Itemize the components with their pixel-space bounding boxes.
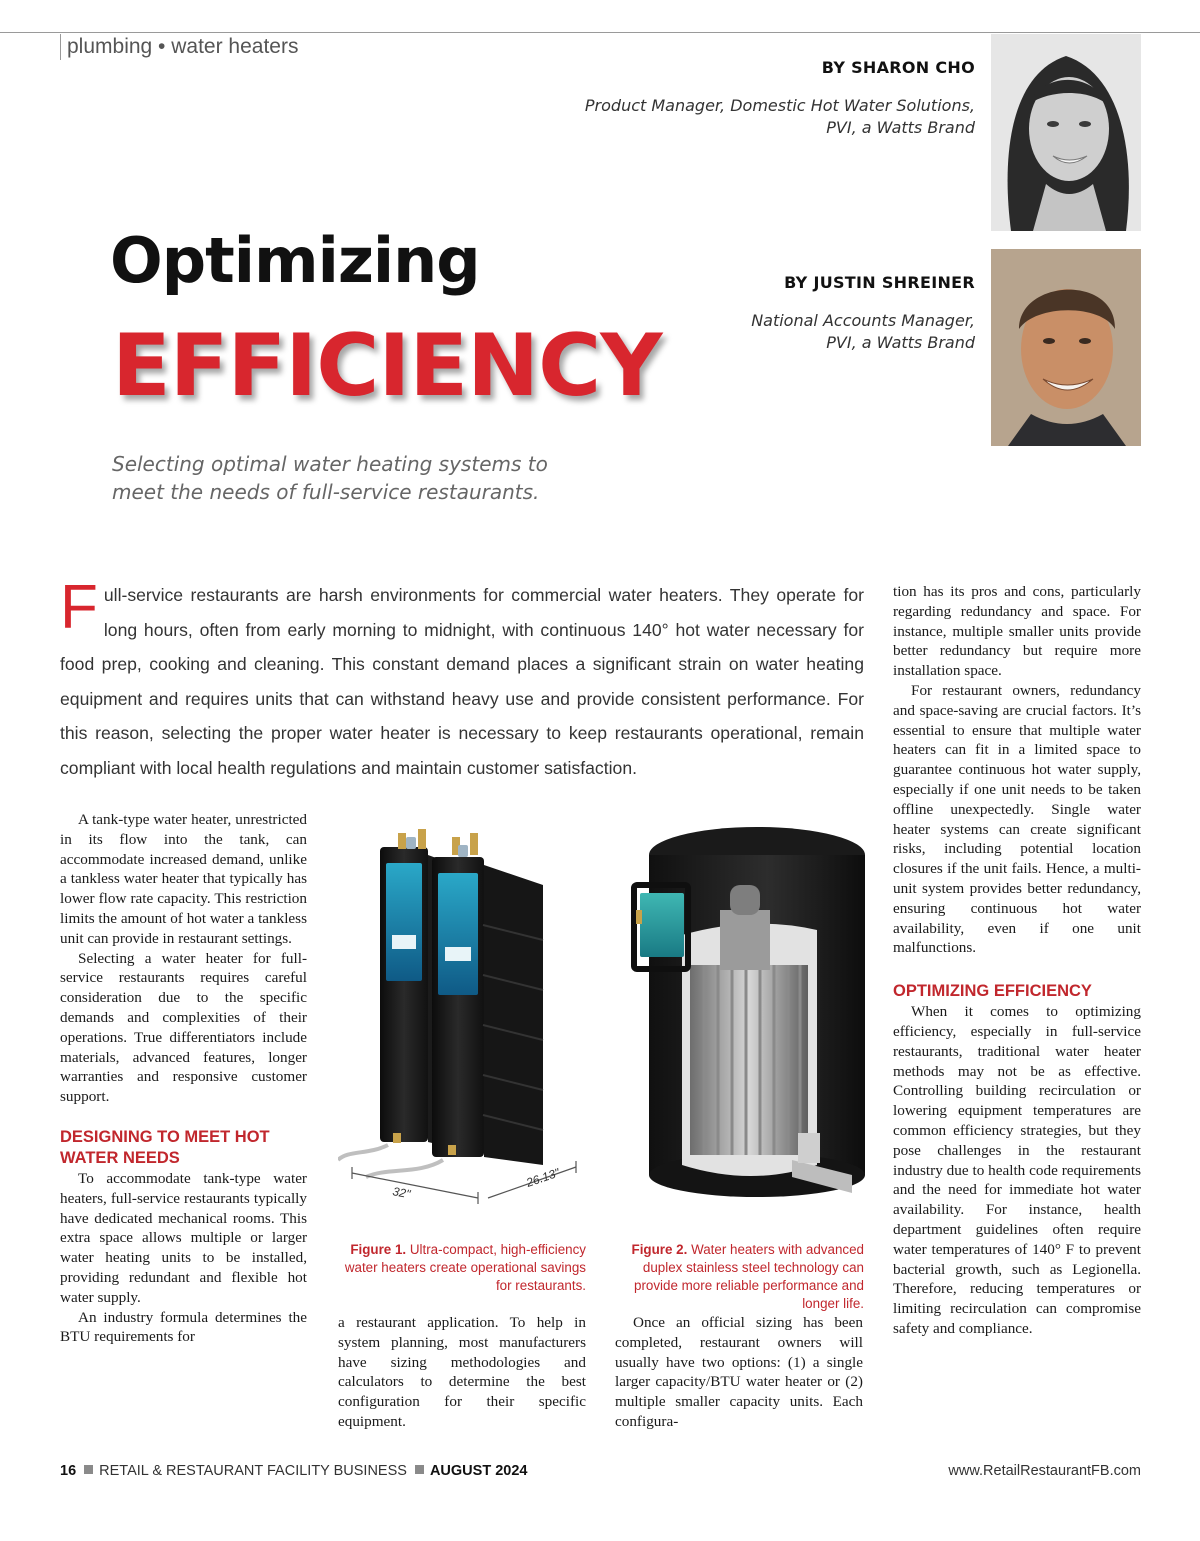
square-bullet-icon <box>415 1465 424 1474</box>
page-footer <box>60 1463 1141 1483</box>
article-title: Optimizing <box>110 224 480 297</box>
author-role <box>455 95 975 139</box>
article-subtitle: Selecting optimal water heating systems to meet the needs of full-service restaurants. <box>112 452 548 504</box>
figure-1-caption <box>338 1241 586 1295</box>
top-rule <box>0 32 1200 33</box>
body-paragraph: a restaurant application. To help in system planning, most manufacturers have sizing methodologies and calculators to determine the best configuration for their specific equipment. <box>338 1314 586 1430</box>
body-paragraph: To accommodate tank-type water heaters, full-service restaurants typically have dedicated mechanical rooms. This extra space allows multiple or larger water heating units to be installed, providing redundant and flexible hot water supply. <box>60 1169 307 1306</box>
figure-1-depth-label: 26.13" <box>524 1165 562 1190</box>
body-paragraph: Once an official sizing has been completed, restaurant owners will usually have two options: (1) a single larger capacity/BTU water heater or (2) multiple smaller capacity units. Each configura- <box>615 1314 863 1430</box>
body-column-1 <box>60 810 307 1347</box>
twin-water-heaters-illustration <box>338 815 588 1205</box>
author-portrait-woman <box>991 34 1141 231</box>
page-number: 16 <box>60 1463 77 1479</box>
caption-text: Water heaters with advanced duplex stainless steel technology can provide more reliable performance and longer life. <box>634 1242 864 1311</box>
caption-label: Figure 2. <box>631 1242 688 1257</box>
section-subhead: DESIGNING TO MEET HOT WATER NEEDS <box>60 1127 270 1167</box>
lede-text: ull-service restaurants are harsh environments for commercial water heaters. They operate for long hours, often from early morning to midnight, with continuous 140° hot water necessary for food prep, cooking and cleaning. This constant demand places a significant strain on water heating equipment and requires units that can withstand heavy use and provide consistent performance. For this reason, selecting the proper water heater is necessary to keep restaurants operational, remain compliant with local health regulations and maintain customer satisfaction. <box>60 585 864 778</box>
body-paragraph: An industry formula determines the BTU requirements for <box>60 1308 307 1346</box>
body-paragraph: When it comes to optimizing efficiency, especially in full-service restaurants, traditional water heater methods may not be as effective. Controlling building recirculation or lowering equipment temperatures are common efficiency strategies, but they pose challenges in the restaurant industry due to health code requirements and the need for immediate hot water availability. For instance, health department guidelines often require water temperatures of 140° F to prevent bacterial growth, such as Legionella. Therefore, reducing temperatures or limiting recirculation can compromise safety and compliance. <box>893 1003 1141 1337</box>
body-paragraph: A tank-type water heater, unrestricted in its flow into the tank, can accommodate increased demand, unlike a tankless water heater that typically has lower flow rate capacity. This restriction limits the amount of hot water a tankless unit can provide in restaurant settings. <box>60 811 307 947</box>
footer-folio <box>60 1463 527 1479</box>
drop-cap: F <box>60 573 98 642</box>
author-name: BY SHARON CHO <box>821 58 975 77</box>
author-role-line: PVI, a Watts Brand <box>826 118 975 137</box>
author-photo-1 <box>991 34 1141 231</box>
website-url: www.RetailRestaurantFB.com <box>948 1463 1141 1479</box>
lede-paragraph <box>60 573 864 785</box>
section-subhead: OPTIMIZING EFFICIENCY <box>893 982 1092 1001</box>
stainless-water-heater-cutaway-illustration <box>612 815 866 1205</box>
caption-text: Ultra-compact, high-efficiency water heaters create operational savings for restaurants. <box>344 1242 586 1293</box>
issue-date: AUGUST 2024 <box>429 1463 528 1479</box>
figure-2-caption <box>612 1241 864 1313</box>
body-paragraph: For restaurant owners, redundancy and space-saving are crucial factors. It’s essential to ensure that multiple water heaters can fit in a limited space to guarantee continuous hot water supply, especially if one unit needs to be taken offline unexpectedly. Single water heater systems can create significant risks, including potential location closures if the unit fails. Hence, a multi-unit system provides better redundancy, ensuring continuous hot water availability, even if one unit malfunctions. <box>893 681 1141 957</box>
author-portrait-man <box>991 249 1141 446</box>
figure-1-image <box>338 815 588 1205</box>
figure-2-image <box>612 815 866 1205</box>
body-paragraph: tion has its pros and cons, particularly regarding redundancy and space. For instance, multiple smaller units provide better redundancy but require more installation space. <box>893 583 1141 680</box>
square-bullet-icon <box>84 1465 93 1474</box>
section-tag: plumbing • water heaters <box>60 34 298 60</box>
author-role-line: PVI, a Watts Brand <box>826 333 975 352</box>
author-role-line: Product Manager, Domestic Hot Water Solutions, <box>584 96 975 115</box>
publication-name: RETAIL & RESTAURANT FACILITY BUSINESS <box>99 1463 407 1479</box>
author-byline-1 <box>455 58 975 139</box>
body-paragraph: Selecting a water heater for full-service restaurants requires careful consideration due to the specific demands and complexities of their operations. True differentiators include materials, advanced features, longer warranties and responsive customer support. <box>60 949 307 1106</box>
author-role-line: National Accounts Manager, <box>751 311 975 330</box>
article-title-accent: EFFICIENCY <box>112 316 662 416</box>
caption-label: Figure 1. <box>350 1242 407 1257</box>
body-column-2 <box>338 1313 586 1432</box>
body-column-4 <box>893 582 1141 1339</box>
author-name: BY JUSTIN SHREINER <box>784 273 975 292</box>
author-photo-2 <box>991 249 1141 446</box>
figure-1-width-label: 32" <box>391 1184 412 1202</box>
body-column-3 <box>615 1313 863 1432</box>
